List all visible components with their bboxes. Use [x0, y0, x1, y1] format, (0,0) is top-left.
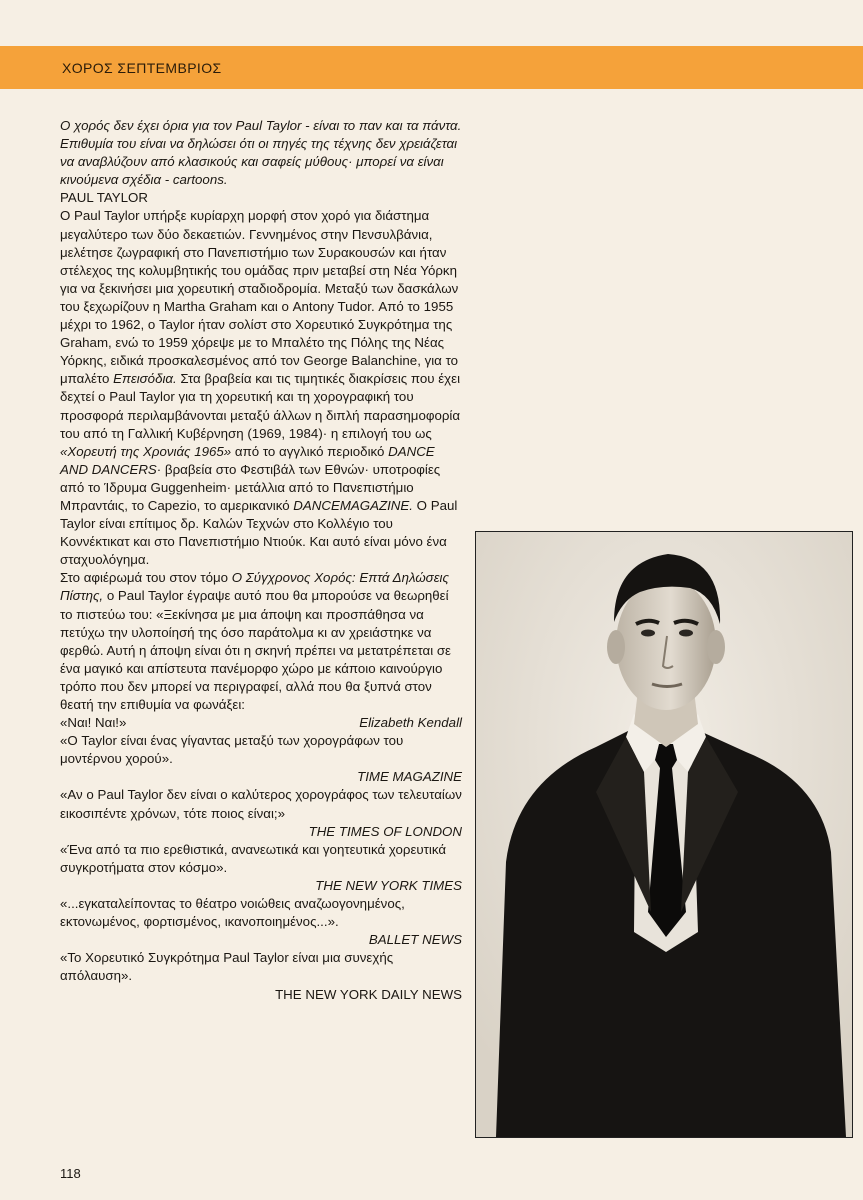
bio-text-2: Στα βραβεία και τις τιμητικές διακρίσεις που έχει δεχτεί ο Paul Taylor για τη χορευτική και τη χορογραφική του προσφορά περιλαμβάνονται μεταξύ άλλων η διπλή παρασημοφορία του από τη Γαλλική Κυβέρνηση (1969, 1984)· η επιλογή του ως [60, 371, 461, 441]
portrait-illustration [476, 532, 852, 1137]
essay-paragraph [60, 569, 462, 714]
press-quote: «Ο Taylor είναι ένας γίγαντας μεταξύ των χορογράφων του μοντέρνου χορού». [60, 733, 404, 767]
article-intro: Ο χορός δεν έχει όρια για τον Paul Taylor - είναι το παν και τα πάντα. Επιθυμία του είναι να δηλώσει ότι οι πηγές της τέχνης δεν χρειάζεται να αναβλύζουν από κλασικούς και σαφείς μύθους· μπορεί να είναι κινούμενα σχέδια - cartoons. [60, 118, 462, 188]
portrait-photo [475, 531, 853, 1138]
nai-quote: «Ναι! Ναι!» [60, 715, 127, 731]
section-header-band [0, 46, 863, 89]
bio-paragraph [60, 207, 462, 569]
article-column [60, 117, 462, 1004]
bio-text-4: · βραβεία στο Φεστιβάλ των Εθνών· υποτροφίες από το Ίδρυμα Guggenheim· μετάλλια από το Πανεπιστήμιο Μπραντάις, το Capezio, το αμερικανικό [60, 461, 441, 513]
press-quote: «Το Χορευτικό Συγκρότημα Paul Taylor είναι μια συνεχής απόλαυση». [60, 950, 394, 984]
bio-italic-1: Επεισόδια. [113, 371, 177, 387]
nai-source: Elizabeth Kendall [359, 715, 462, 731]
section-title: ΧΟΡΟΣ ΣΕΠΤΕΜΒΡΙΟΣ [62, 60, 222, 76]
press-source: THE NEW YORK TIMES [315, 877, 462, 893]
nai-line [60, 714, 462, 732]
bio-italic-4: DANCEMAGAZINE. [293, 497, 413, 513]
press-quote: «Αν ο Paul Taylor δεν είναι ο καλύτερος χορογράφος των τελευταίων εικοσιπέντε χρόνων, τότε ποιος είναι;» [60, 787, 462, 821]
press-quote: «...εγκαταλείποντας το θέατρο νοιώθεις αναζωογονημένος, εκτονωμένος, φορτισμένος, ικανοποιημένος...». [60, 896, 405, 930]
essay-text-2: ο Paul Taylor έγραψε αυτό που θα μπορούσε να θεωρηθεί το πιστεύω του: «Ξεκίνησα με μια άποψη και προσπάθησα να πετύχω την υλοποίησή της όσο παράτολμα κι αν χρειάστηκε να φερθώ. Αυτή η άποψη είναι ότι η σκηνή πρέπει να μετατρέπεται σε ένα μαγικό και απίστευτα πανέμορφο χώρο με κάποιο καινούργιο τρόπο που δεν μπορεί να περιγραφεί, αλλά που θα ξυπνά στον θεατή την επιθυμία να φωνάξει: [60, 588, 451, 712]
press-source: THE TIMES OF LONDON [308, 823, 462, 839]
press-source: THE NEW YORK DAILY NEWS [275, 986, 462, 1002]
page-number: 118 [60, 1166, 81, 1181]
bio-text-1: Ο Paul Taylor υπήρξε κυρίαρχη μορφή στον χορό για διάστημα μεγαλύτερο των δύο δεκαετιών. Γεννημένος στην Πενσυλβάνια, μελέτησε ζωγραφική στο Πανεπιστήμιο των Συρακουσών και ήταν στέλεχος της κολυμβητικής του ομάδας πριν μεταβεί στη Νέα Υόρκη για να ξεκινήσει μια χορευτική σταδιοδρομία. Μεταξύ των δασκάλων του ξεχωρίζουν η Martha Graham και ο Antony Tudor. Από το 1955 μέχρι το 1962, ο Taylor ήταν σολίστ στο Χορευτικό Συγκρότημα της Graham, ενώ το 1959 χόρεψε με το Μπαλέτο της Πόλης της Νέας Υόρκης, ειδικά προσκαλεσμένος από τον George Balanchine, για το μπαλέτο [60, 208, 459, 387]
bio-italic-3: DANCE AND DANCERS [60, 443, 435, 477]
article-heading: PAUL TAYLOR [60, 190, 148, 206]
press-source: TIME MAGAZINE [357, 769, 462, 785]
essay-book-title: Ο Σύγχρονος Χορός: Επτά Δηλώσεις Πίστης, [60, 570, 449, 604]
bio-text-3: από το αγγλικό περιοδικό [231, 443, 389, 459]
press-quote: «Ένα από τα πιο ερεθιστικά, ανανεωτικά και γοητευτικά χορευτικά συγκροτήματα στον κόσμο». [60, 841, 447, 875]
essay-text-1: Στο αφιέρωμά του στον τόμο [60, 570, 232, 586]
bio-text-5: Ο Paul Taylor είναι επίτιμος δρ. Καλών Τεχνών στο Κολλέγιο του Κοννέκτικατ και στο Πανεπιστήμιο Ντιούκ. Και αυτό είναι μόνο ένα σταχυολόγημα. [60, 497, 458, 568]
press-source: BALLET NEWS [368, 932, 462, 948]
bio-italic-2: «Χορευτή της Χρονιάς 1965» [60, 443, 232, 459]
